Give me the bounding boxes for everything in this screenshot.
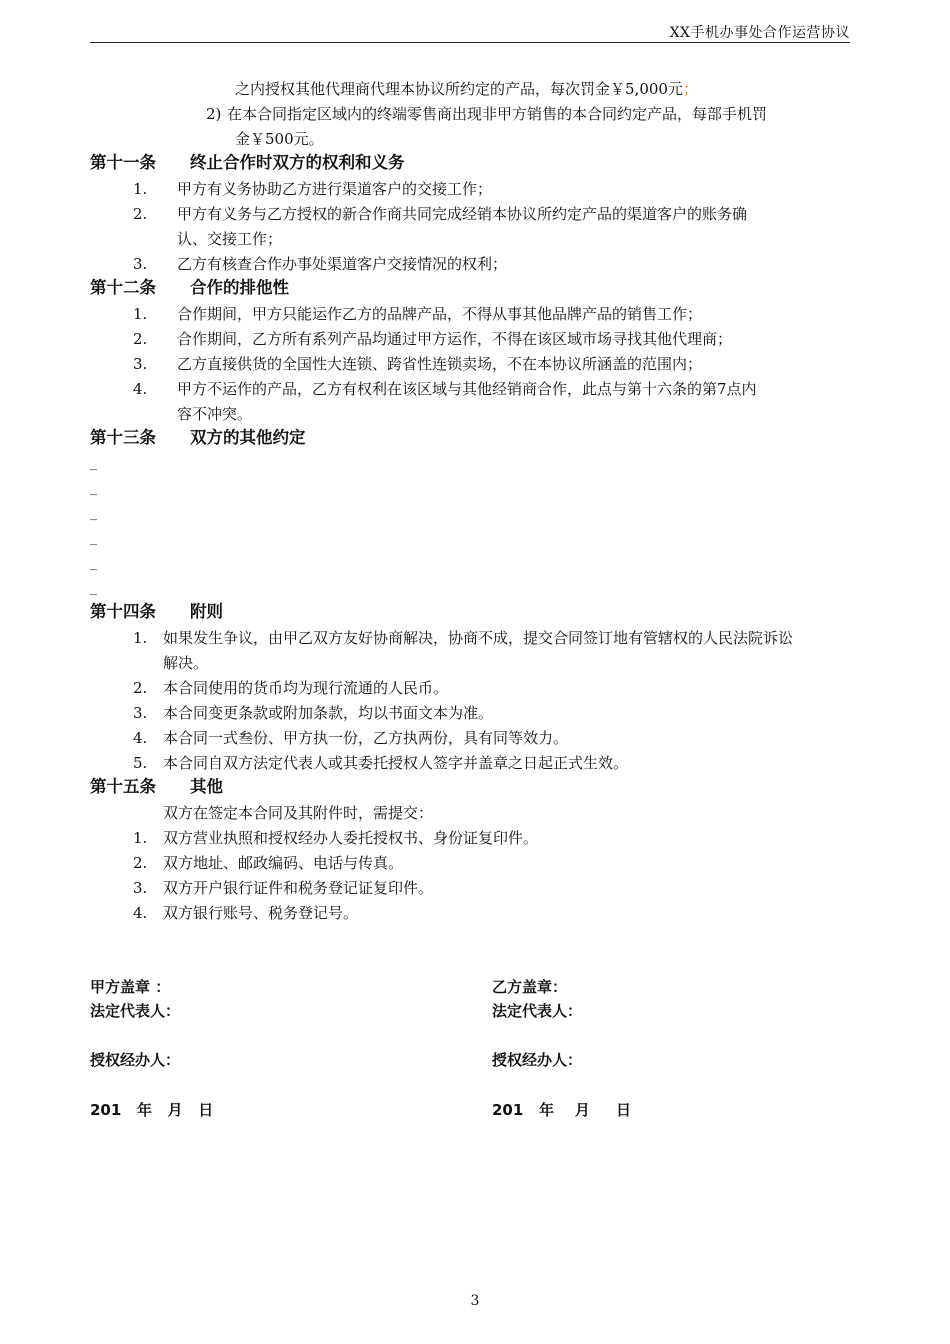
party-b-legal-rep: 法定代表人： [492, 1002, 583, 1020]
article-number: 第十三条 [90, 428, 156, 447]
article-title: 附则 [190, 602, 223, 621]
header-title: XX手机办事处合作运营协议 [669, 25, 850, 41]
list-item-text: 双方营业执照和授权经办人委托授权书、身份证复印件。 [163, 829, 539, 847]
article-title: 其他 [190, 777, 223, 796]
list-item-text: 甲方有义务协助乙方进行渠道客户的交接工作； [177, 180, 493, 198]
party-a-date: 201 年 月 日 [90, 1101, 214, 1119]
list-item-text: 乙方有核查合作办事处渠道客户交接情况的权利； [177, 255, 508, 273]
blank-line: _ [90, 480, 97, 496]
list-item-number: 2. [133, 854, 148, 872]
list-item-text-continued: 容不冲突。 [177, 405, 253, 423]
blank-line: _ [90, 455, 97, 471]
list-item-number: 3. [133, 879, 148, 897]
list-item-text: 如果发生争议，由甲乙双方友好协商解决，协商不成，提交合同签订地有管辖权的人民法院诉讼 [163, 629, 794, 647]
list-item-text: 甲方不运作的产品，乙方有权利在该区域与其他经销商合作，此点与第十六条的第7点内 [177, 380, 757, 398]
list-item-number: 2. [133, 205, 148, 223]
article-13-heading [90, 427, 306, 449]
list-item-number: 1. [133, 180, 148, 198]
list-item-number: 5. [133, 754, 148, 772]
article-11-heading [90, 152, 405, 174]
list-item-number: 3. [133, 255, 148, 273]
article-number: 第十四条 [90, 602, 156, 621]
list-item-text: 双方银行账号、税务登记号。 [163, 904, 359, 922]
party-b-agent: 授权经办人： [492, 1051, 583, 1069]
header-rule [90, 42, 850, 43]
intro-item2-line1: 在本合同指定区域内的终端零售商出现非甲方销售的本合同约定产品，每部手机罚 [227, 105, 768, 123]
party-a-seal: 甲方盖章 ： [90, 978, 171, 996]
list-item-number: 2. [133, 679, 148, 697]
blank-line: _ [90, 505, 97, 521]
article-number: 第十二条 [90, 278, 156, 297]
party-a-agent: 授权经办人： [90, 1051, 181, 1069]
list-item-number: 2. [133, 330, 148, 348]
list-item-text: 本合同使用的货币均为现行流通的人民币。 [163, 679, 449, 697]
party-b-date: 201 年 月 日 [492, 1101, 631, 1119]
list-item-number: 3. [133, 355, 148, 373]
list-item-text: 合作期间，乙方所有系列产品均通过甲方运作，不得在该区域市场寻找其他代理商； [177, 330, 733, 348]
list-item-number: 1. [133, 305, 148, 323]
list-item-number: 4. [133, 380, 148, 398]
article-12-heading [90, 277, 289, 299]
list-item-text: 本合同一式叁份、甲方执一份，乙方执两份，具有同等效力。 [163, 729, 569, 747]
list-item-text: 双方开户银行证件和税务登记证复印件。 [163, 879, 434, 897]
blank-line: _ [90, 530, 97, 546]
list-item-text: 本合同自双方法定代表人或其委托授权人签字并盖章之日起正式生效。 [163, 754, 629, 772]
party-b-seal: 乙方盖章： [492, 978, 568, 996]
list-item-text: 合作期间，甲方只能运作乙方的品牌产品，不得从事其他品牌产品的销售工作； [177, 305, 703, 323]
intro-item2-number: 2) [206, 105, 222, 123]
article-title: 合作的排他性 [190, 278, 289, 297]
list-item-text: 甲方有义务与乙方授权的新合作商共同完成经销本协议所约定产品的渠道客户的账务确 [177, 205, 748, 223]
intro-line1-text: 之内授权其他代理商代理本协议所约定的产品，每次罚金￥5,000元 [235, 80, 683, 98]
article-15-heading [90, 776, 223, 798]
article-number: 第十五条 [90, 777, 156, 796]
list-item-text: 双方地址、邮政编码、电话与传真。 [163, 854, 404, 872]
list-item-text-continued: 解决。 [163, 654, 209, 672]
list-item-text-continued: 认、交接工作； [177, 230, 283, 248]
blank-line: _ [90, 580, 97, 596]
intro-line1-tail: ； [682, 80, 698, 98]
article-14-heading [90, 601, 223, 623]
intro-item2-line2: 金￥500元。 [235, 130, 324, 148]
article-title: 终止合作时双方的权利和义务 [190, 153, 405, 172]
blank-line: _ [90, 555, 97, 571]
list-item-number: 3. [133, 704, 148, 722]
article-title: 双方的其他约定 [190, 428, 306, 447]
list-item-text: 本合同变更条款或附加条款，均以书面文本为准。 [163, 704, 494, 722]
list-item-number: 4. [133, 729, 148, 747]
list-item-number: 1. [133, 829, 148, 847]
party-a-legal-rep: 法定代表人： [90, 1002, 181, 1020]
intro-line1 [235, 79, 698, 99]
list-item-number: 4. [133, 904, 148, 922]
list-item-text: 乙方直接供货的全国性大连锁、跨省性连锁卖场，不在本协议所涵盖的范围内； [177, 355, 703, 373]
article-15-intro: 双方在签定本合同及其附件时，需提交： [163, 804, 434, 822]
article-number: 第十一条 [90, 153, 156, 172]
page-number: 3 [470, 1293, 480, 1309]
list-item-number: 1. [133, 629, 148, 647]
